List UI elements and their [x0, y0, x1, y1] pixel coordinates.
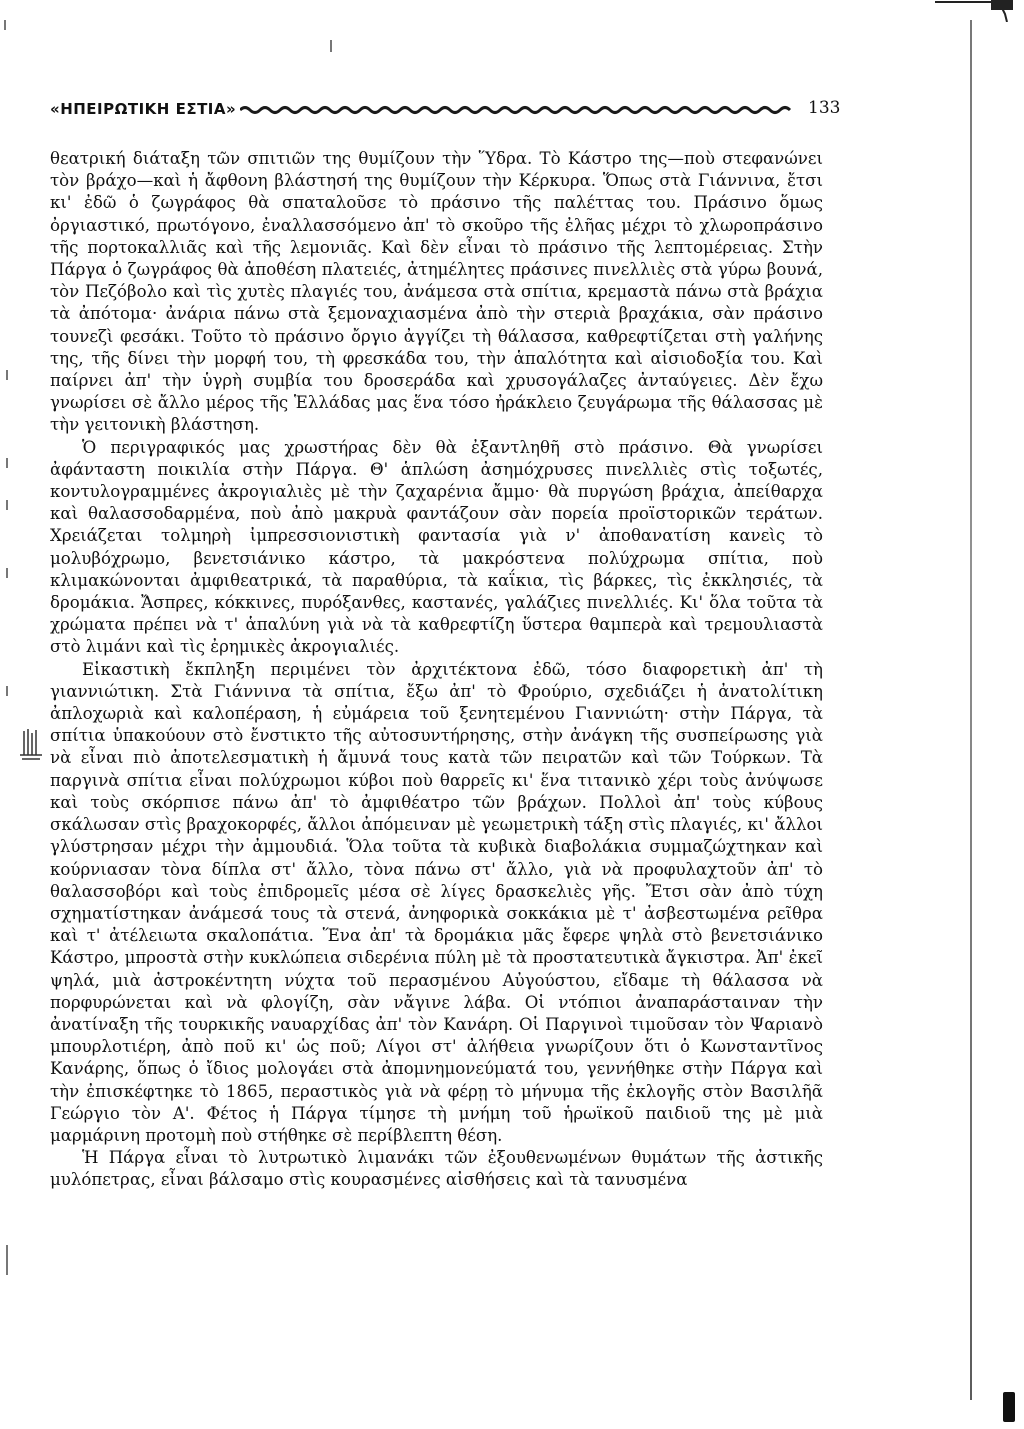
paragraph: Εἰκαστικὴ ἔκπληξη περιμένει τὸν ἀρχιτέκτονα ἐδῶ, τόσο διαφορετικὴ ἀπ' τὴ γιαννιώτικη. Στὰ Γιάννινα τὰ σπίτια, ἔξω ἀπ' τὸ Φρούριο, σχεδιάζει ἡ ἀνατολίτικη ἀπλοχωριὰ καὶ καλοπέραση, ἡ εὐμάρεια τοῦ ξενητεμένου Γιαννιώτη· στὴν Πάργα, τὰ σπίτια ὑπακούουν στὸ ἔνστικτο τῆς αὐτοσυντήρησης, στὴν ἀνάγκη τῆς συσπείρωσης γιὰ νὰ εἶναι πιὸ ἀποτελεσματικὴ ἡ ἄμυνά τους κατὰ τῶν πειρατῶν καὶ τῶν Τούρκων. Τὰ παργινὰ σπίτια εἶναι πολύχρωμοι κύβοι ποὺ θαρρεῖς κι' ἕνα τιτανικὸ χέρι τοὺς ἀνύψωσε καὶ τοὺς σκόρπισε πάνω ἀπ' τὸ ἀμφιθέατρο τῶν βράχων. Πολλοὶ ἀπ' τοὺς κύβους σκάλωσαν στὶς βραχοκορφές, ἄλλοι ἀπόμειναν μὲ γεωμετρικὴ τάξη στὶς πλαγιές, κι' ἄλλοι γλύστρησαν μέχρι τὴν ἀμμουδιά. Ὅλα τοῦτα τὰ κυβικὰ διαβολάκια συμμαζώχτηκαν καὶ κούρνιασαν τὸνα δίπλα στ' ἄλλο, τὸνα πάνω στ' ἄλλο, γιὰ νὰ προφυλαχτοῦν ἀπ' τὸ θαλασσοβόρι καὶ τοὺς ἐπιδρομεῖς μέσα σὲ λίγες δρασκελιὲς γῆς. Ἔτσι σὰν ἀπὸ τύχη σχηματίστηκαν ἀνάμεσά τους τὰ στενά, ἀνηφορικὰ σοκκάκια μὲ τ' ἀσβεστωμένα ρεῖθρα καὶ τ' ἀτέλειωτα σκαλοπάτια. Ἕνα ἀπ' τὰ δρομάκια μᾶς ἔφερε ψηλὰ στὸ βενετσιάνικο Κάστρο, μπροστὰ στὴν κυκλώπεια σιδερένια πύλη μὲ τὰ προστατευτικὰ ἄγκιστρα. Ἀπ' ἐκεῖ ψηλά, μιὰ ἀστροκέντητη νύχτα τοῦ περασμένου Αὐγούστου, εἴδαμε τὴ θάλασσα νὰ πορφυρώνεται καὶ νὰ φλογίζη, σὰν νἄγινε λάβα. Οἱ ντόπιοι ἀναπαράσταιναν τὴν ἀνατίναξη τῆς τουρκικῆς ναυαρχίδας ἀπ' τὸν Κανάρη. Οἱ Παργινοὶ τιμοῦσαν τὸν Ψαριανὸ μπουρλοτιέρη, ἀπὸ ποῦ κι' ὡς ποῦ; Λίγοι στ' ἀλήθεια γνωρίζουν ὅτι ὁ Κωνσταντῖνος Κανάρης, ὅπως ὁ ἴδιος μολογάει στὰ ἀπομνημονεύματά του, γεννήθηκε στὴν Πάργα καὶ τὴν ἐπισκέφτηκε τὸ 1865, περαστικὸς γιὰ νὰ φέρῃ τὸ μήνυμα τῆς ἐκλογῆς στὸν Βασιλῆᾶ Γεώργιο τὸν Α'. Φέτος ἡ Πάργα τίμησε τὴ μνήμη τοῦ ἡρωϊκοῦ παιδιοῦ της μὲ μιὰ μαρμάρινη προτομὴ ποὺ στήθηκε σὲ περίβλεπτη θέση. — [50, 659, 823, 1145]
page-header — [50, 96, 841, 126]
paragraph: Ὁ περιγραφικός μας χρωστήρας δὲν θὰ ἐξαντληθῆ στὸ πράσινο. Θὰ γνωρίσει ἀφάνταστη ποικιλία στὴν Πάργα. Θ' ἁπλώση ἀσημόχρυσες πινελλιὲς στὶς τοξωτές, κοντυλογραμμένες ἀκρογιαλιὲς μὲ τὴν ζαχαρένια ἄμμο· θὰ πυργώση βράχια, ἀπείθαρχα καὶ θαλασσοδαρμένα, ποὺ ἀπὸ μακρυὰ φαντάζουν σὰν πορεία προϊστορικῶν τεράτων. Χρειάζεται τολμηρὴ ἰμπρεσσιονιστικὴ φαντασία γιὰ ν' ἀποθανατίση κανεὶς τὸ μολυβόχρωμο, βενετσιάνικο κάστρο, τὰ μακρόστενα πολύχρωμα σπίτια, ποὺ κλιμακώνονται ἀμφιθεατρικά, τὰ παραθύρια, τὰ καΐκια, τὶς βάρκες, τὶς ἐκκλησιές, τὰ δρομάκια. Ἄσπρες, κόκκινες, πυρόξανθες, καστανές, γαλάζιες πινελλιές. Κι' ὅλα τοῦτα τὰ χρώματα πρέπει νὰ τ' ἁπαλύνη γιὰ νὰ τὰ καθρεφτίζη ὕστερα θαμπερὰ καὶ τρεμουλιαστὰ στὸ λιμάνι καὶ τὶς ἐρημικὲς ἀκρογιαλιές. — [50, 437, 823, 657]
page-number: 133 — [808, 98, 841, 118]
margin-speck — [6, 568, 8, 578]
header-decorative-rule — [240, 102, 820, 118]
paragraph: Ἡ Πάργα εἶναι τὸ λυτρωτικὸ λιμανάκι τῶν ἐξουθενωμένων θυμάτων τῆς ἀστικῆς μυλόπετρας, εἶναι βάλσαμο στὶς κουρασμένες αἰσθήσεις καὶ τὰ τανυσμένα — [50, 1148, 823, 1190]
margin-speck — [6, 686, 8, 696]
scan-bottom-blot — [1003, 1392, 1015, 1422]
paragraph: θεατρική διάταξη τῶν σπιτιῶν της θυμίζουν τὴν Ὕδρα. Τὸ Κάστρο της—ποὺ στεφανώνει τὸν βράχο—καὶ ἡ ἄφθονη βλάστησή της θυμίζουν τὴν Κέρκυρα. Ὅπως στὰ Γιάννινα, ἔτσι κι' ἐδῶ ὁ ζωγράφος θὰ σπαταλοῦσε τὸ πράσινο τῆς παλέττας του. Πράσινο ὅμως ὀργιαστικό, πρωτόγονο, ἐναλλασσόμενο ἀπ' τὸ σκοῦρο τῆς ἐλῆας μέχρι τὸ χλωροπράσινο τῆς πορτοκαλλιᾶς καὶ τῆς λεμονιᾶς. Καὶ δὲν εἶναι τὸ πράσινο τῆς λεπτομέρειας. Στὴν Πάργα ὁ ζωγράφος θὰ ἀποθέση πλατειές, ἀτημέλητες πράσινες πινελλιὲς στὰ γύρω βουνά, τὸν Πεζόβολο καὶ τὶς χυτὲς πλαγιές του, ἀνάμεσα στὰ σπίτια, κρεμαστὰ πάνω στὰ βράχια τὰ ἀπότομα· ἀνάρια πάνω στὰ ξεμοναχιασμένα ἀπὸ τὴν στεριὰ βραχάκια, σὰν πράσινο τουνεζὶ φεσάκι. Τοῦτο τὸ πράσινο ὄργιο ἀγγίζει τὴ θάλασσα, καθρεφτίζεται στὴ γαλήνης της, τῆς δίνει τὴν μορφή του, τὴ φρεσκάδα του, τὴν ἁπαλότητα καὶ αἰσιοδοξία του. Καὶ παίρνει ἀπ' τὴν ὑγρὴ συμβία του δροσεράδα καὶ χρυσογάλαζες ἀνταύγειες. Δὲν ἔχω γνωρίσει σὲ ἄλλο μέρος τῆς Ἑλλάδας μας ἕνα τόσο ἠράκλειο ζευγάρωμα τῆς θάλασσας μὲ τὴν γειτονικὴ βλάστηση. — [50, 149, 823, 435]
article-body — [50, 148, 823, 1192]
scan-edge-line — [970, 20, 972, 1400]
margin-speck — [6, 500, 8, 510]
library-stamp-mark — [18, 727, 48, 767]
running-title: «ΗΠΕΙΡΩΤΙΚΗ ΕΣΤΙΑ» — [50, 100, 237, 118]
margin-speck — [6, 370, 8, 380]
margin-speck — [4, 20, 6, 30]
margin-speck — [6, 1245, 8, 1275]
margin-speck — [6, 458, 8, 468]
margin-speck — [330, 40, 332, 52]
scan-corner-artifact — [935, 0, 1015, 22]
